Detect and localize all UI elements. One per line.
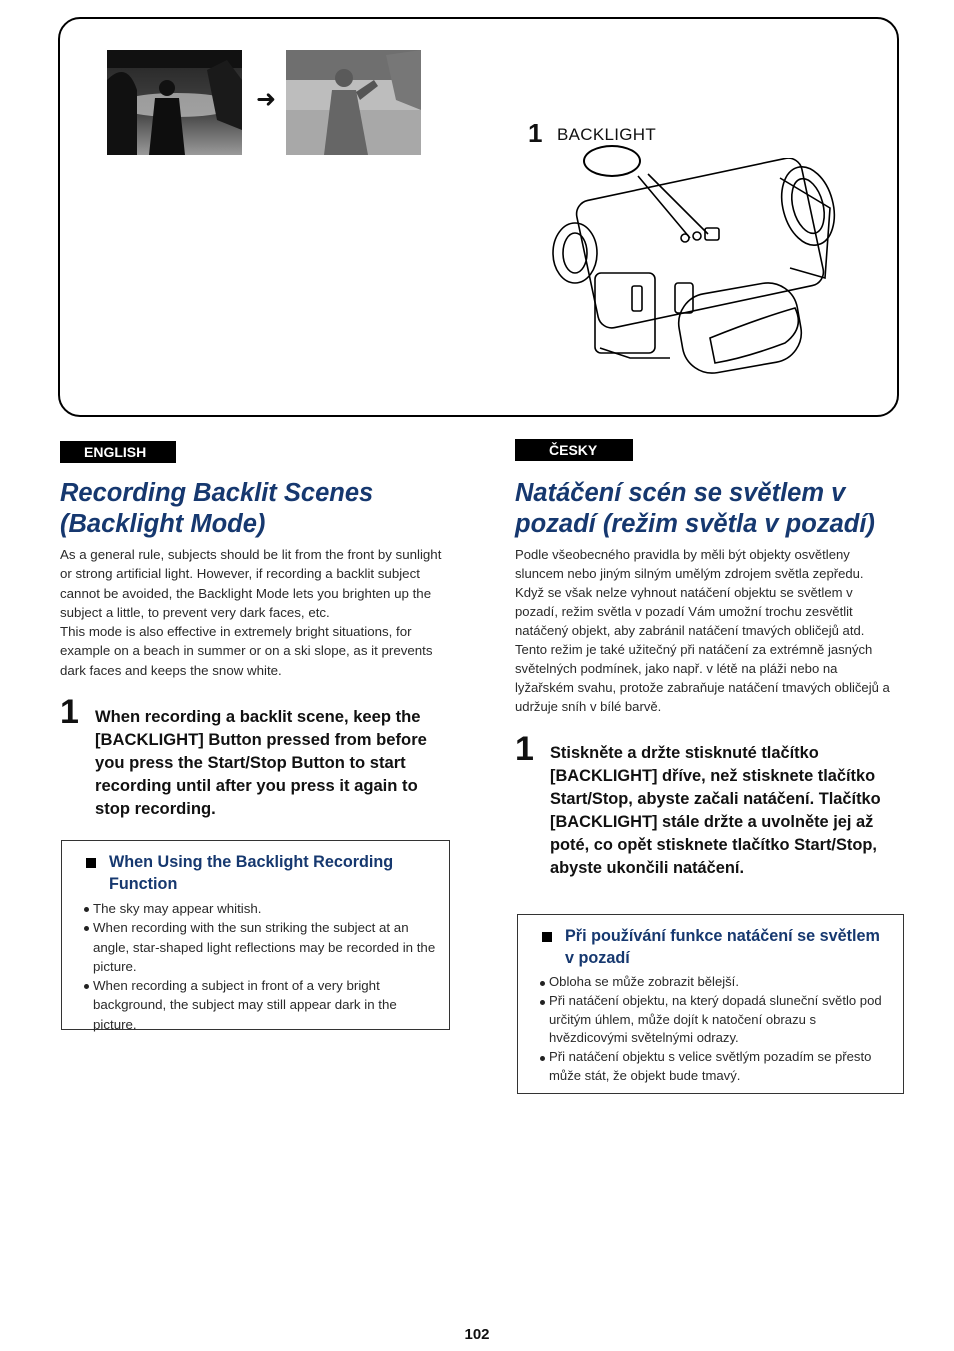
intro-paragraph: As a general rule, subjects should be lit from the front by sunlight or strong artificial light. However, if recording a backlit subject cannot be avoided, the Backlight Mode lets you brighten up the subject a little, to prevent very dark faces, etc. xyxy=(60,547,442,620)
note-item: Při natáčení objektu, na který dopadá sluneční světlo pod určitým úhlem, může dojít k natočení obrazu s hvězdicovými světelnými odrazy. xyxy=(540,992,893,1048)
note-item: When recording a subject in front of a very bright background, the subject may still appear dark in the picture. xyxy=(84,976,439,1034)
intro-paragraph: Podle všeobecného pravidla by měli být objekty osvětleny sluncem nebo jiným silným umělým zdrojem světla zepředu. Když se však nelze vyhnout natáčení objektu se světlem v pozadí, režim světla v pozadí Vám umožní trochu zesvětlit natáčený objekt, aby zabránil natáčení tmavých obličejů atd. xyxy=(515,547,865,638)
section-title-english: Recording Backlit Scenes (Backlight Mode) xyxy=(60,479,374,538)
intro-text-english xyxy=(60,545,446,680)
note-item: Při natáčení objektu s velice světlým pozadím se přesto může stát, že objekt bude tmavý. xyxy=(540,1048,893,1086)
note-title: Při používání funkce natáčení se světlem v pozadí xyxy=(540,925,893,969)
note-box-czech xyxy=(517,914,904,1094)
callout-backlight-label: BACKLIGHT xyxy=(557,125,657,144)
arrow-right-icon: ➜ xyxy=(256,86,277,113)
camcorder-illustration xyxy=(540,158,840,398)
language-tag-english: ENGLISH xyxy=(60,441,176,463)
note-item: The sky may appear whitish. xyxy=(84,899,439,918)
note-list xyxy=(540,973,893,1086)
note-item: Obloha se může zobrazit bělejší. xyxy=(540,973,893,992)
step-instruction: Stiskněte a držte stisknuté tlačítko [BACKLIGHT] dříve, než stisknete tlačítko Start/Stop, abyste začali natáčení. Tlačítko [BACKLIGHT] stále držte a uvolněte jej až poté, co opět stisknete tlačítko Start/Stop, abyste ukončili natáčení. xyxy=(550,744,881,877)
step-number: 1 xyxy=(515,730,534,768)
page-number: 102 xyxy=(464,1326,490,1343)
note-box-english xyxy=(61,840,450,1030)
intro-text-czech xyxy=(515,545,895,716)
intro-paragraph: This mode is also effective in extremely bright situations, for example on a beach in summer or on a ski slope, as it prevents dark faces and keeps the snow white. xyxy=(60,624,433,678)
language-tag-czech: ČESKY xyxy=(515,439,633,461)
step-instruction: When recording a backlit scene, keep the [BACKLIGHT] Button pressed from before you press the Start/Stop Button to start recording until after you press it again to stop recording. xyxy=(95,707,427,818)
step-number: 1 xyxy=(60,693,79,731)
note-title: When Using the Backlight Recording Function xyxy=(84,851,439,895)
note-item: When recording with the sun striking the subject at an angle, star-shaped light reflections may be recorded in the picture. xyxy=(84,918,439,976)
callout-step-number: 1 xyxy=(528,118,543,148)
backlit-photo-after xyxy=(286,50,421,155)
intro-paragraph: Tento režim je také užitečný při natáčení za extrémně jasných světelných podmínek, jako např. v létě na pláži nebo na lyžařském svahu, protože zabraňuje natáčení tmavých obličejů a udržuje sníh v bílé barvě. xyxy=(515,642,890,714)
section-title-czech: Natáčení scén se světlem v pozadí (režim světla v pozadí) xyxy=(515,479,875,538)
note-list xyxy=(84,899,439,1034)
backlit-photo-before xyxy=(107,50,242,155)
